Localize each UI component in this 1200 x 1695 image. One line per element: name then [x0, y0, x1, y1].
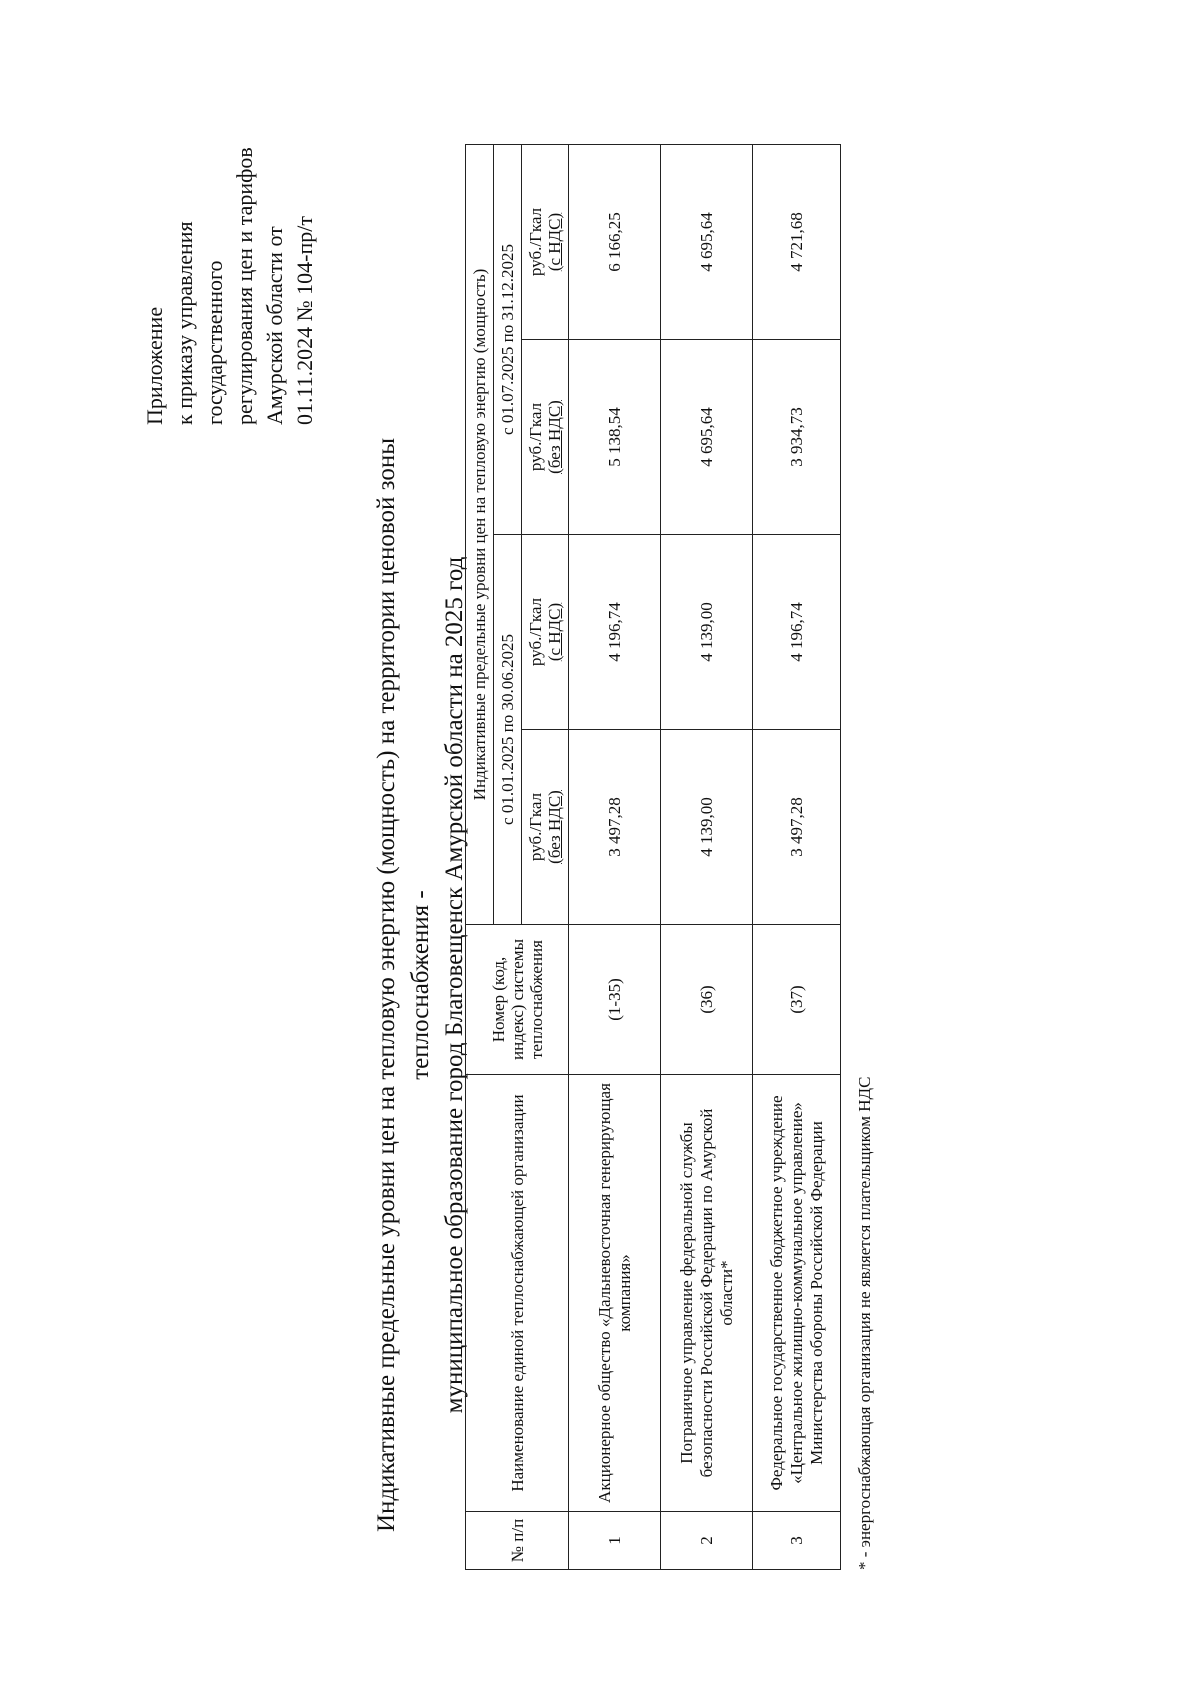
header-unit-p1-with-vat: [522, 535, 569, 730]
cell-num: 3: [753, 1512, 841, 1570]
unit-label: руб./Гкал: [526, 207, 545, 277]
appendix-line: государственного: [202, 260, 227, 425]
vat-label: (без НДС): [545, 400, 564, 474]
cell-p2-with-vat: 6 166,25: [569, 144, 661, 339]
header-org: Наименование единой теплоснабжающей организации: [466, 1075, 569, 1512]
unit-label: руб./Гкал: [526, 402, 545, 472]
cell-p2-no-vat: 5 138,54: [569, 340, 661, 535]
rates-table: [465, 144, 841, 1570]
cell-p2-with-vat: 4 695,64: [661, 144, 753, 339]
cell-p1-with-vat: 4 196,74: [569, 535, 661, 730]
vat-label: (с НДС): [545, 602, 564, 662]
header-unit-p2-with-vat: [522, 144, 569, 339]
cell-p1-no-vat: 3 497,28: [753, 730, 841, 925]
header-period-1: с 01.01.2025 по 30.06.2025: [494, 535, 522, 925]
cell-p1-with-vat: 4 196,74: [753, 535, 841, 730]
header-unit-p1-no-vat: [522, 730, 569, 925]
cell-code: (1-35): [569, 925, 661, 1075]
table-row: [753, 144, 841, 1569]
cell-code: (37): [753, 925, 841, 1075]
cell-org: Федеральное государственное бюджетное учреждение «Центральное жилищно-коммунальное управление» Министерства обороны Российской Федерации: [753, 1075, 841, 1512]
cell-code: (36): [661, 925, 753, 1075]
cell-p1-no-vat: 4 139,00: [661, 730, 753, 925]
unit-label: руб./Гкал: [526, 792, 545, 862]
cell-num: 1: [569, 1512, 661, 1570]
appendix-line: Амурской области от: [262, 226, 287, 425]
header-num: № п/п: [466, 1512, 569, 1570]
vat-label: (с НДС): [545, 212, 564, 272]
cell-org: Пограничное управление федеральной службы безопасности Российской Федерации по Амурской области*: [661, 1075, 753, 1512]
title-line-2: муниципальное образование город Благовещенск Амурской области на 2025 год: [441, 556, 468, 1414]
cell-p2-no-vat: 4 695,64: [661, 340, 753, 535]
header-unit-p2-no-vat: [522, 340, 569, 535]
cell-p2-with-vat: 4 721,68: [753, 144, 841, 339]
appendix-line: Приложение: [142, 306, 167, 425]
title-line-1: Индикативные предельные уровни цен на тепловую энергию (мощность) на территории ценовой зоны теплоснабжения -: [373, 437, 434, 1533]
cell-p2-no-vat: 3 934,73: [753, 340, 841, 535]
appendix-line: 01.11.2024 № 104-пр/т: [292, 216, 317, 425]
header-group: Индикативные предельные уровни цен на тепловую энергию (мощность): [466, 144, 494, 924]
document-title: [370, 395, 472, 1575]
cell-num: 2: [661, 1512, 753, 1570]
appendix-line: регулирования цен и тарифов: [232, 147, 257, 425]
table-row: [569, 144, 661, 1569]
appendix-line: к приказу управления: [172, 221, 197, 425]
cell-p1-with-vat: 4 139,00: [661, 535, 753, 730]
header-code: Номер (код, индекс) системы теплоснабжения: [466, 925, 569, 1075]
header-period-2: с 01.07.2025 по 31.12.2025: [494, 144, 522, 534]
table-row: [661, 144, 753, 1569]
cell-org: Акционерное общество «Дальневосточная генерирующая компания»: [569, 1075, 661, 1512]
cell-p1-no-vat: 3 497,28: [569, 730, 661, 925]
unit-label: руб./Гкал: [526, 597, 545, 667]
appendix-block: [140, 45, 320, 425]
vat-label: (без НДС): [545, 790, 564, 864]
footnote: * - энергоснабжающая организация не является плательщиком НДС: [855, 1076, 874, 1570]
